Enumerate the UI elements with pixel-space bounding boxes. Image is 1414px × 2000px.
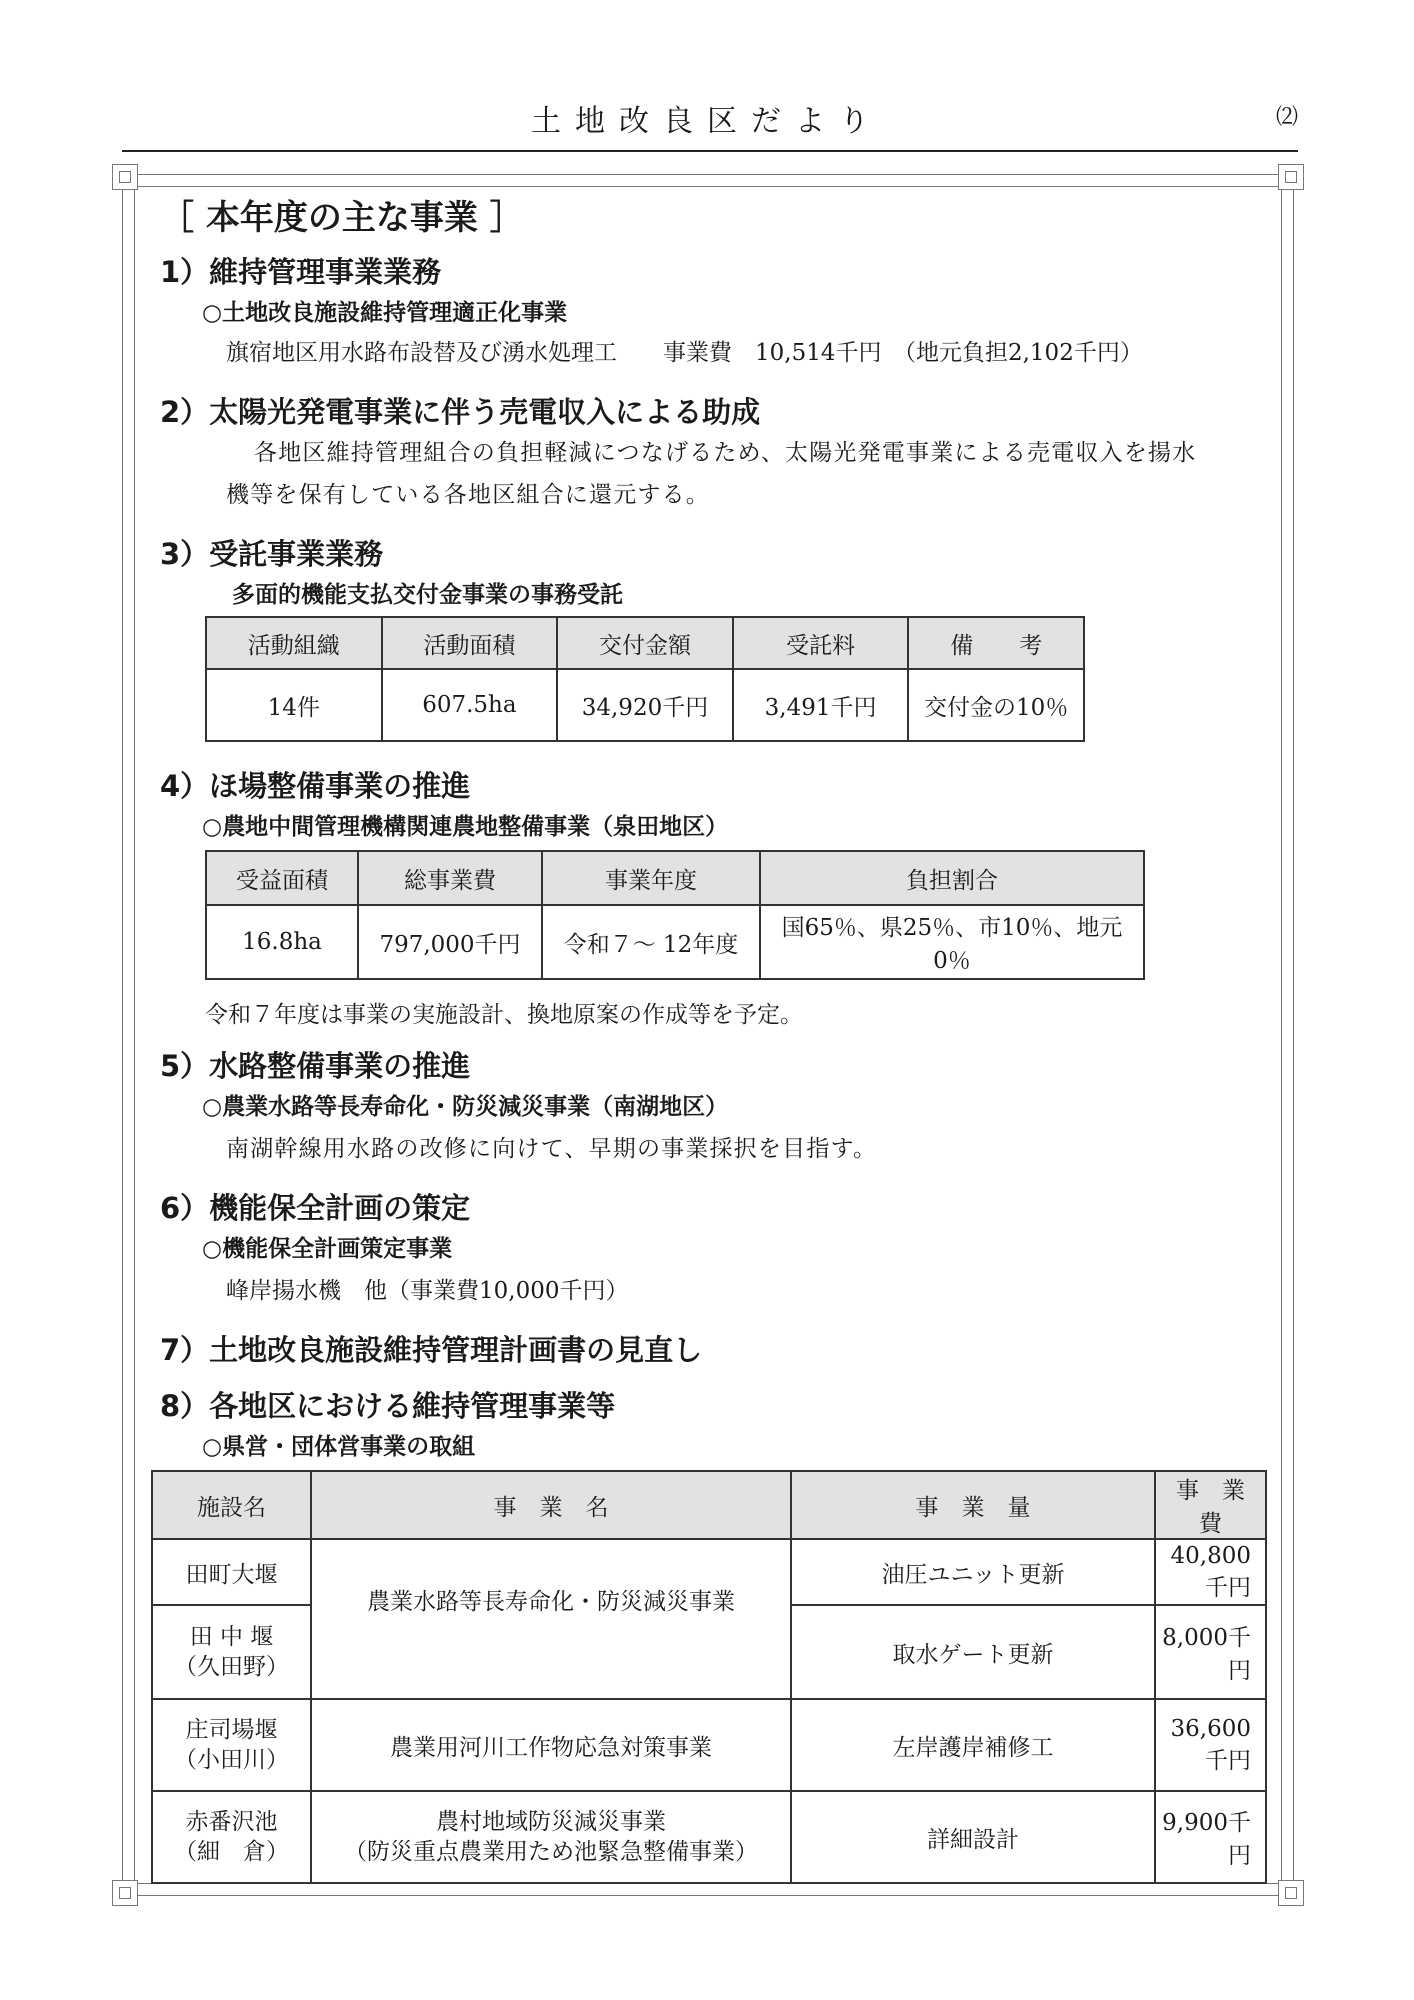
item-2-line: 各地区維持管理組合の負担軽減につなげるため、太陽光発電事業による売電収入を揚水 xyxy=(254,440,1197,466)
table-header: 活動面積 xyxy=(382,617,558,669)
table-header: 受託料 xyxy=(733,617,909,669)
frame-corner-ornament xyxy=(1278,1880,1304,1906)
table-cell: 34,920千円 xyxy=(557,669,733,741)
table-cell: 交付金の10％ xyxy=(908,669,1084,741)
table-cell: 797,000千円 xyxy=(358,905,542,979)
item-7-heading: 7）土地改良施設維持管理計画書の見直し xyxy=(160,1333,703,1367)
item-6-heading: 6）機能保全計画の策定 xyxy=(160,1191,471,1225)
item-8-table xyxy=(151,1470,1267,1884)
table-header: 受益面積 xyxy=(206,851,358,905)
table-cell: 3,491千円 xyxy=(733,669,909,741)
newsletter-title: 土地改良区だより xyxy=(531,104,883,139)
table-header: 備 考 xyxy=(908,617,1084,669)
table-cell-cost: 40,800千円 xyxy=(1155,1539,1266,1605)
item-1-heading: 1）維持管理事業業務 xyxy=(160,255,442,289)
item-2-heading: 2）太陽光発電事業に伴う売電収入による助成 xyxy=(160,395,761,429)
table-header: 事 業 名 xyxy=(311,1471,791,1539)
item-2-line: 機等を保有している各地区組合に還元する。 xyxy=(226,482,710,508)
item-4-subheading: ○農地中間管理機構関連農地整備事業（泉田地区） xyxy=(202,814,729,840)
item-3-subheading: 多面的機能支払交付金事業の事務受託 xyxy=(232,582,623,608)
table-cell-cost: 9,900千円 xyxy=(1155,1791,1266,1883)
project-subname: （防災重点農業用ため池緊急整備事業） xyxy=(344,1839,758,1865)
table-cell-cost: 8,000千円 xyxy=(1155,1605,1266,1699)
item-5-subheading: ○農業水路等長寿命化・防災減災事業（南湖地区） xyxy=(202,1094,729,1120)
facility-area: （久田野） xyxy=(174,1654,289,1680)
header-rule xyxy=(122,150,1298,152)
facility-name: 田 中 堰 xyxy=(189,1624,274,1650)
table-header: 事業年度 xyxy=(542,851,760,905)
table-cell-amount: 左岸護岸補修工 xyxy=(791,1699,1155,1791)
item-6-subheading: ○機能保全計画策定事業 xyxy=(202,1236,453,1262)
item-4-heading: 4）ほ場整備事業の推進 xyxy=(160,769,471,803)
item-4-note: 令和７年度は事業の実施設計、換地原案の作成等を予定。 xyxy=(205,1002,803,1028)
table-cell-facility xyxy=(152,1791,311,1883)
facility-name: 庄司場堰 xyxy=(185,1717,278,1743)
item-6-line: 峰岸揚水機 他（事業費10,000千円） xyxy=(226,1278,629,1304)
table-cell: 16.8ha xyxy=(206,905,358,979)
item-8-heading: 8）各地区における維持管理事業等 xyxy=(160,1389,616,1423)
table-header: 総事業費 xyxy=(358,851,542,905)
table-cell-facility: 田町大堰 xyxy=(152,1539,311,1605)
table-cell-facility xyxy=(152,1605,311,1699)
table-header: 事 業 量 xyxy=(791,1471,1155,1539)
frame-corner-ornament xyxy=(1278,164,1304,190)
table-cell: 14件 xyxy=(206,669,382,741)
table-cell-project: 農業用河川工作物応急対策事業 xyxy=(311,1699,791,1791)
facility-area: （細 倉） xyxy=(174,1839,289,1865)
table-cell-amount: 取水ゲート更新 xyxy=(791,1605,1155,1699)
item-1-line: 旗宿地区用水路布設替及び湧水処理工 事業費 10,514千円 （地元負担2,102千円） xyxy=(226,340,1143,366)
frame-corner-ornament xyxy=(112,1880,138,1906)
frame-corner-ornament xyxy=(112,164,138,190)
table-header: 活動組織 xyxy=(206,617,382,669)
table-header: 施設名 xyxy=(152,1471,311,1539)
table-cell-amount: 詳細設計 xyxy=(791,1791,1155,1883)
page-number: ⑵ xyxy=(1275,105,1298,130)
table-cell-project: 農業水路等長寿命化・防災減災事業 xyxy=(311,1539,791,1699)
item-1-subheading: ○土地改良施設維持管理適正化事業 xyxy=(202,300,568,326)
item-3-table xyxy=(205,616,1085,742)
project-name: 農村地域防災減災事業 xyxy=(436,1809,666,1835)
item-3-heading: 3）受託事業業務 xyxy=(160,537,384,571)
section-title: ［ 本年度の主な事業 ］ xyxy=(160,198,524,238)
table-cell-amount: 油圧ユニット更新 xyxy=(791,1539,1155,1605)
table-cell: 607.5ha xyxy=(382,669,558,741)
facility-area: （小田川） xyxy=(174,1747,289,1773)
table-cell: 国65％、県25％、市10％、地元0％ xyxy=(760,905,1144,979)
table-cell-cost: 36,600千円 xyxy=(1155,1699,1266,1791)
item-8-subheading: ○県営・団体営事業の取組 xyxy=(202,1434,476,1460)
table-header: 負担割合 xyxy=(760,851,1144,905)
table-header: 交付金額 xyxy=(557,617,733,669)
table-header: 事 業 費 xyxy=(1155,1471,1266,1539)
item-5-line: 南湖幹線用水路の改修に向けて、早期の事業採択を目指す。 xyxy=(226,1136,878,1162)
item-5-heading: 5）水路整備事業の推進 xyxy=(160,1049,471,1083)
table-cell-project xyxy=(311,1791,791,1883)
table-cell: 令和７～ 12年度 xyxy=(542,905,760,979)
table-cell-facility xyxy=(152,1699,311,1791)
item-4-table xyxy=(205,850,1145,980)
facility-name: 赤番沢池 xyxy=(185,1809,278,1835)
